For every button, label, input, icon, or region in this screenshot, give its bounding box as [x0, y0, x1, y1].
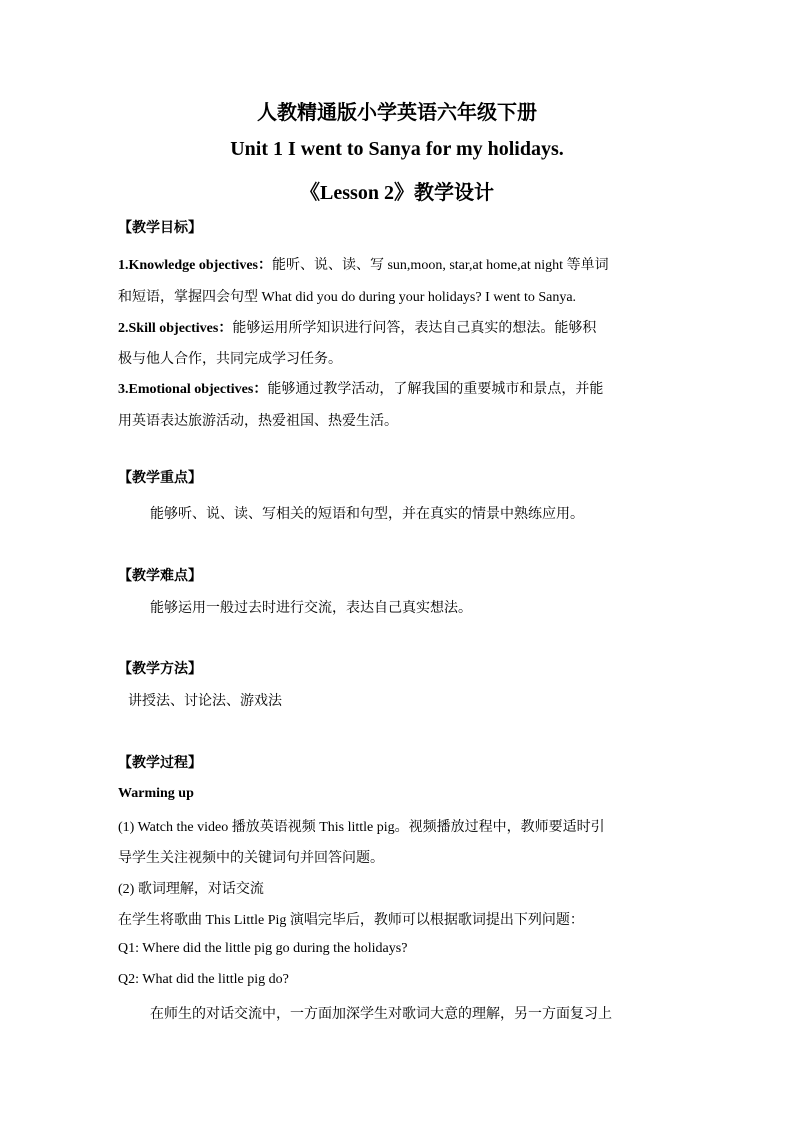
knowledge-label: 1.Knowledge objectives： [118, 258, 272, 273]
process-item1-line1: (1) Watch the video 播放英语视频 This little pig。视频播放过程中，教师要适时引 [118, 820, 605, 835]
emotional-objectives-line1 [118, 378, 603, 398]
knowledge-text-1: 能听、说、读、写 sun,moon, star,at home,at night 等单词 [271, 258, 609, 273]
skill-text-1: 能够运用所学知识进行问答，表达自己真实的想法。能够积 [232, 321, 597, 336]
emotional-objectives-line2: 用英语表达旅游活动，热爱祖国、热爱生活。 [118, 414, 398, 429]
lesson-title: 《Lesson 2》教学设计 [300, 182, 494, 204]
difficulties-heading: 【教学难点】 [118, 568, 202, 584]
methods-heading: 【教学方法】 [118, 661, 202, 677]
keypoints-heading: 【教学重点】 [118, 470, 202, 486]
knowledge-objectives-line2: 和短语，掌握四会句型 What did you do during your holidays? I went to Sanya. [118, 290, 577, 305]
skill-objectives-line1 [118, 317, 596, 337]
warmup-label: Warming up [118, 786, 194, 801]
process-paragraph-2: 在师生的对话交流中，一方面加深学生对歌词大意的理解，另一方面复习上 [150, 1007, 612, 1022]
difficulties-text: 能够运用一般过去时进行交流，表达自己真实想法。 [150, 601, 472, 616]
emotional-text-1: 能够通过教学活动，了解我国的重要城市和景点，并能 [267, 382, 604, 397]
objectives-heading: 【教学目标】 [118, 220, 202, 236]
keypoints-text: 能够听、说、读、写相关的短语和句型，并在真实的情景中熟练应用。 [150, 507, 584, 522]
emotional-label: 3.Emotional objectives： [118, 382, 268, 397]
question-1: Q1: Where did the little pig go during the holidays? [118, 941, 408, 956]
knowledge-objectives-line1 [118, 254, 609, 274]
process-heading: 【教学过程】 [118, 755, 202, 771]
process-item2: (2) 歌词理解，对话交流 [118, 882, 264, 897]
process-paragraph: 在学生将歌曲 This Little Pig 演唱完毕后，教师可以根据歌词提出下列问题： [118, 913, 584, 928]
skill-label: 2.Skill objectives： [118, 321, 233, 336]
skill-objectives-line2: 极与他人合作，共同完成学习任务。 [118, 352, 342, 367]
question-2: Q2: What did the little pig do? [118, 972, 289, 987]
methods-text: 讲授法、讨论法、游戏法 [128, 694, 282, 709]
unit-title: Unit 1 I went to Sanya for my holidays. [230, 138, 564, 160]
document-title: 人教精通版小学英语六年级下册 [257, 102, 537, 124]
process-item1-line2: 导学生关注视频中的关键词句并回答问题。 [118, 851, 384, 866]
